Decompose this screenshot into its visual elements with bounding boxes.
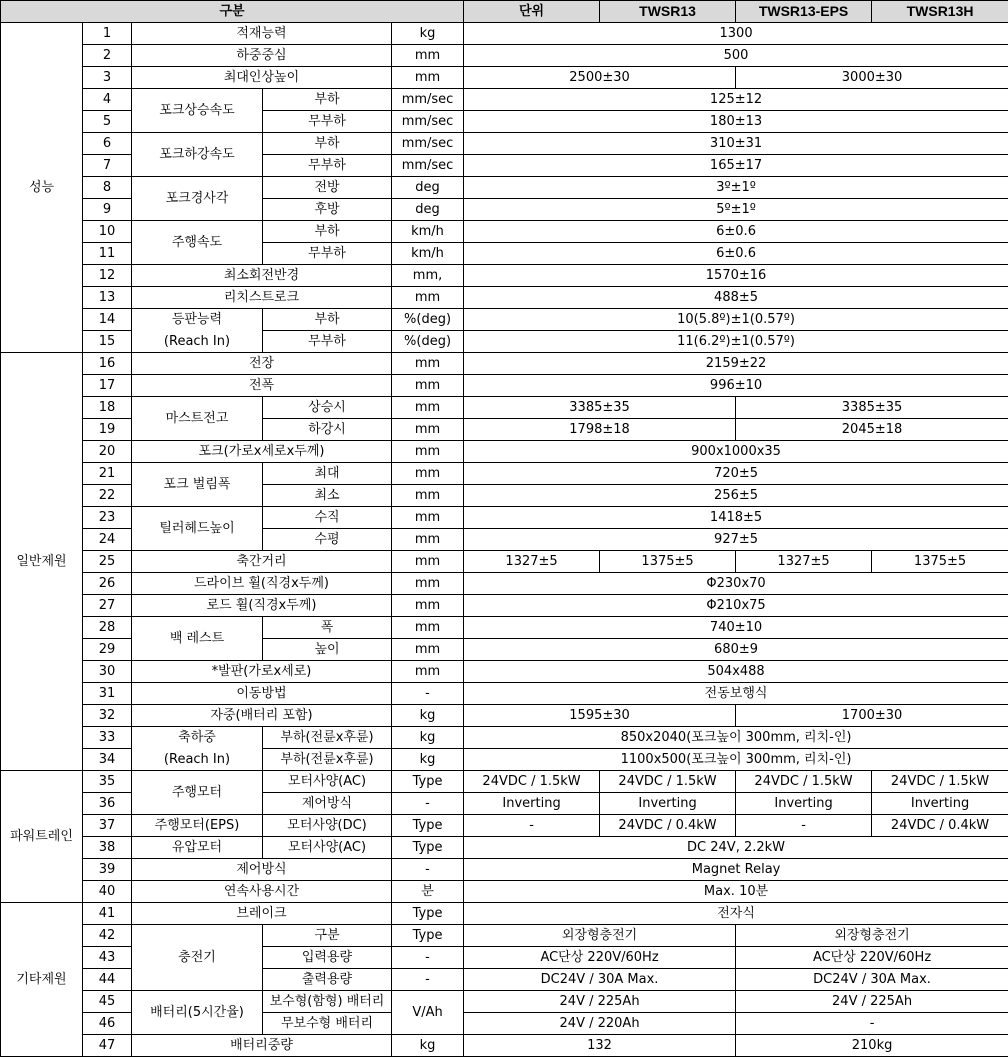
item-label: 로드 휠(직경x두께) <box>132 595 392 617</box>
unit-cell: mm <box>392 485 464 507</box>
value-cell: 2045±18 <box>736 419 1008 441</box>
sub-item-label: 모터사양(DC) <box>263 815 392 837</box>
unit-cell: mm <box>392 45 464 67</box>
sub-item-label: 상승시 <box>263 397 392 419</box>
value-cell: 740±10 <box>464 617 1008 639</box>
sub-item-label: 무부하 <box>263 155 392 177</box>
item-label: 틸러헤드높이 <box>132 507 263 551</box>
value-cell: 256±5 <box>464 485 1008 507</box>
table-row <box>1 837 1008 859</box>
sub-item-label: 무보수형 배터리 <box>263 1013 392 1035</box>
value-cell: DC24V / 30A Max. <box>464 969 736 991</box>
row-number: 17 <box>83 375 132 397</box>
sub-item-label: 하강시 <box>263 419 392 441</box>
table-row <box>1 573 1008 595</box>
table-row <box>1 177 1008 199</box>
unit-cell: km/h <box>392 221 464 243</box>
value-cell: - <box>736 1013 1008 1035</box>
unit-cell: mm <box>392 397 464 419</box>
item-label: 포크(가로x세로x두께) <box>132 441 392 463</box>
sub-item-label: 모터사양(AC) <box>263 837 392 859</box>
group-label: 파워트레인 <box>1 771 83 903</box>
item-label: 포크 벌림폭 <box>132 463 263 507</box>
group-label: 기타제원 <box>1 903 83 1057</box>
item-label: 리치스트로크 <box>132 287 392 309</box>
sub-item-label: 출력용량 <box>263 969 392 991</box>
item-label: 최소회전반경 <box>132 265 392 287</box>
item-label: 적재능력 <box>132 23 392 45</box>
item-label: 브레이크 <box>132 903 392 925</box>
value-cell: Φ210x75 <box>464 595 1008 617</box>
unit-cell: Type <box>392 771 464 793</box>
unit-cell: %(deg) <box>392 309 464 331</box>
row-number: 35 <box>83 771 132 793</box>
value-cell: 1327±5 <box>736 551 872 573</box>
item-label: 포크하강속도 <box>132 133 263 177</box>
unit-cell: mm <box>392 595 464 617</box>
unit-cell: kg <box>392 705 464 727</box>
table-row <box>1 617 1008 639</box>
row-number: 21 <box>83 463 132 485</box>
value-cell: DC24V / 30A Max. <box>736 969 1008 991</box>
sub-item-label: 후방 <box>263 199 392 221</box>
row-number: 33 <box>83 727 132 749</box>
item-label: 최대인상높이 <box>132 67 392 89</box>
row-number: 10 <box>83 221 132 243</box>
item-label: 포크상승속도 <box>132 89 263 133</box>
row-number: 41 <box>83 903 132 925</box>
row-number: 13 <box>83 287 132 309</box>
value-cell: 1375±5 <box>600 551 736 573</box>
row-number: 14 <box>83 309 132 331</box>
item-label: 이동방법 <box>132 683 392 705</box>
header-row <box>1 1 1008 23</box>
row-number: 2 <box>83 45 132 67</box>
row-number: 45 <box>83 991 132 1013</box>
unit-cell: kg <box>392 749 464 771</box>
unit-cell: - <box>392 947 464 969</box>
row-number: 36 <box>83 793 132 815</box>
item-label: 유압모터 <box>132 837 263 859</box>
unit-cell: Type <box>392 925 464 947</box>
unit-cell: mm <box>392 639 464 661</box>
unit-cell: - <box>392 969 464 991</box>
row-number: 16 <box>83 353 132 375</box>
value-cell: 24V / 225Ah <box>464 991 736 1013</box>
table-row <box>1 1035 1008 1057</box>
row-number: 39 <box>83 859 132 881</box>
header-unit: 단위 <box>464 1 600 23</box>
value-cell: 996±10 <box>464 375 1008 397</box>
sub-item-label: 부하(전륜x후륜) <box>263 727 392 749</box>
row-number: 23 <box>83 507 132 529</box>
row-number: 26 <box>83 573 132 595</box>
value-cell: 1798±18 <box>464 419 736 441</box>
value-cell: Φ230x70 <box>464 573 1008 595</box>
row-number: 40 <box>83 881 132 903</box>
unit-cell: mm <box>392 419 464 441</box>
value-cell: 3000±30 <box>736 67 1008 89</box>
unit-cell: kg <box>392 727 464 749</box>
sub-item-label: 최소 <box>263 485 392 507</box>
value-cell: 24VDC / 1.5kW <box>872 771 1008 793</box>
item-label: 백 레스트 <box>132 617 263 661</box>
value-cell: 504x488 <box>464 661 1008 683</box>
unit-cell: Type <box>392 837 464 859</box>
unit-cell: mm, <box>392 265 464 287</box>
item-label: (Reach In) <box>132 331 263 353</box>
sub-item-label: 폭 <box>263 617 392 639</box>
row-number: 3 <box>83 67 132 89</box>
table-row <box>1 683 1008 705</box>
table-row <box>1 507 1008 529</box>
value-cell: 210kg <box>736 1035 1008 1057</box>
table-row <box>1 925 1008 947</box>
item-label: 주행모터 <box>132 771 263 815</box>
sub-item-label: 부하 <box>263 309 392 331</box>
value-cell: 850x2040(포크높이 300mm, 리치-인) <box>464 727 1008 749</box>
header-model: TWSR13H <box>872 1 1008 23</box>
value-cell: 6±0.6 <box>464 243 1008 265</box>
unit-cell: mm <box>392 441 464 463</box>
sub-item-label: 무부하 <box>263 243 392 265</box>
row-number: 12 <box>83 265 132 287</box>
table-row <box>1 595 1008 617</box>
row-number: 5 <box>83 111 132 133</box>
row-number: 4 <box>83 89 132 111</box>
unit-cell: Type <box>392 815 464 837</box>
row-number: 11 <box>83 243 132 265</box>
value-cell: 24VDC / 0.4kW <box>600 815 736 837</box>
row-number: 28 <box>83 617 132 639</box>
unit-cell: - <box>392 859 464 881</box>
row-number: 42 <box>83 925 132 947</box>
table-row <box>1 441 1008 463</box>
sub-item-label: 모터사양(AC) <box>263 771 392 793</box>
group-label: 일반제원 <box>1 353 83 771</box>
row-number: 32 <box>83 705 132 727</box>
row-number: 25 <box>83 551 132 573</box>
value-cell: Inverting <box>736 793 872 815</box>
row-number: 9 <box>83 199 132 221</box>
row-number: 27 <box>83 595 132 617</box>
row-number: 29 <box>83 639 132 661</box>
table-row <box>1 771 1008 793</box>
row-number: 15 <box>83 331 132 353</box>
value-cell: 전자식 <box>464 903 1008 925</box>
value-cell: 680±9 <box>464 639 1008 661</box>
unit-cell: %(deg) <box>392 331 464 353</box>
value-cell: 125±12 <box>464 89 1008 111</box>
row-number: 43 <box>83 947 132 969</box>
value-cell: - <box>464 815 600 837</box>
row-number: 34 <box>83 749 132 771</box>
row-number: 44 <box>83 969 132 991</box>
value-cell: 24V / 220Ah <box>464 1013 736 1035</box>
sub-item-label: 전방 <box>263 177 392 199</box>
item-label: 포크경사각 <box>132 177 263 221</box>
unit-cell: mm/sec <box>392 89 464 111</box>
item-label: 마스트전고 <box>132 397 263 441</box>
row-number: 46 <box>83 1013 132 1035</box>
item-label: *발판(가로x세로) <box>132 661 392 683</box>
value-cell: 24V / 225Ah <box>736 991 1008 1013</box>
row-number: 24 <box>83 529 132 551</box>
value-cell: 1418±5 <box>464 507 1008 529</box>
sub-item-label: 부하(전륜x후륜) <box>263 749 392 771</box>
value-cell: 외장형충전기 <box>464 925 736 947</box>
unit-cell: mm <box>392 463 464 485</box>
value-cell: 전동보행식 <box>464 683 1008 705</box>
value-cell: 24VDC / 0.4kW <box>872 815 1008 837</box>
value-cell: Max. 10분 <box>464 881 1008 903</box>
value-cell: 3385±35 <box>464 397 736 419</box>
item-label: 배터리중량 <box>132 1035 392 1057</box>
sub-item-label: 수평 <box>263 529 392 551</box>
item-label: 드라이브 휠(직경x두께) <box>132 573 392 595</box>
unit-cell: mm <box>392 67 464 89</box>
row-number: 37 <box>83 815 132 837</box>
item-label: 자중(배터리 포함) <box>132 705 392 727</box>
value-cell: 1700±30 <box>736 705 1008 727</box>
unit-cell: mm <box>392 551 464 573</box>
table-row <box>1 463 1008 485</box>
row-number: 47 <box>83 1035 132 1057</box>
item-label: 하중중심 <box>132 45 392 67</box>
table-row <box>1 45 1008 67</box>
value-cell: Magnet Relay <box>464 859 1008 881</box>
unit-cell: kg <box>392 23 464 45</box>
table-row <box>1 705 1008 727</box>
sub-item-label: 수직 <box>263 507 392 529</box>
value-cell: 3º±1º <box>464 177 1008 199</box>
value-cell: 3385±35 <box>736 397 1008 419</box>
sub-item-label: 무부하 <box>263 111 392 133</box>
value-cell: 1300 <box>464 23 1008 45</box>
unit-cell: mm/sec <box>392 111 464 133</box>
unit-cell: deg <box>392 199 464 221</box>
item-label: 연속사용시간 <box>132 881 392 903</box>
value-cell: 1595±30 <box>464 705 736 727</box>
unit-cell: mm/sec <box>392 133 464 155</box>
unit-cell: Type <box>392 903 464 925</box>
table-row <box>1 331 1008 353</box>
group-label: 성능 <box>1 23 83 353</box>
sub-item-label: 최대 <box>263 463 392 485</box>
sub-item-label: 보수형(함형) 배터리 <box>263 991 392 1013</box>
unit-cell: mm <box>392 507 464 529</box>
row-number: 7 <box>83 155 132 177</box>
unit-cell: - <box>392 793 464 815</box>
value-cell: 1327±5 <box>464 551 600 573</box>
row-number: 18 <box>83 397 132 419</box>
sub-item-label: 높이 <box>263 639 392 661</box>
table-row <box>1 859 1008 881</box>
unit-cell: mm/sec <box>392 155 464 177</box>
value-cell: 1100x500(포크높이 300mm, 리치-인) <box>464 749 1008 771</box>
spec-table-body <box>1 1 1008 1057</box>
unit-cell: deg <box>392 177 464 199</box>
value-cell: 2159±22 <box>464 353 1008 375</box>
unit-cell: mm <box>392 287 464 309</box>
value-cell: 720±5 <box>464 463 1008 485</box>
unit-cell: mm <box>392 661 464 683</box>
unit-cell: mm <box>392 617 464 639</box>
value-cell: 165±17 <box>464 155 1008 177</box>
value-cell: AC단상 220V/60Hz <box>736 947 1008 969</box>
item-label: 등판능력 <box>132 309 263 331</box>
value-cell: Inverting <box>600 793 736 815</box>
value-cell: 927±5 <box>464 529 1008 551</box>
sub-item-label: 제어방식 <box>263 793 392 815</box>
item-label: 주행속도 <box>132 221 263 265</box>
unit-cell: mm <box>392 529 464 551</box>
row-number: 8 <box>83 177 132 199</box>
value-cell: 1570±16 <box>464 265 1008 287</box>
table-row <box>1 551 1008 573</box>
value-cell: 11(6.2º)±1(0.57º) <box>464 331 1008 353</box>
row-number: 22 <box>83 485 132 507</box>
value-cell: AC단상 220V/60Hz <box>464 947 736 969</box>
table-row <box>1 727 1008 749</box>
header-model: TWSR13 <box>600 1 736 23</box>
row-number: 6 <box>83 133 132 155</box>
value-cell: 24VDC / 1.5kW <box>464 771 600 793</box>
item-label: 축간거리 <box>132 551 392 573</box>
table-row <box>1 221 1008 243</box>
row-number: 1 <box>83 23 132 45</box>
value-cell: 2500±30 <box>464 67 736 89</box>
row-number: 38 <box>83 837 132 859</box>
table-row <box>1 133 1008 155</box>
header-model: TWSR13-EPS <box>736 1 872 23</box>
item-label: 전장 <box>132 353 392 375</box>
value-cell: 488±5 <box>464 287 1008 309</box>
unit-cell: 분 <box>392 881 464 903</box>
header-category: 구분 <box>1 1 464 23</box>
table-row <box>1 375 1008 397</box>
item-label: (Reach In) <box>132 749 263 771</box>
row-number: 30 <box>83 661 132 683</box>
sub-item-label: 무부하 <box>263 331 392 353</box>
value-cell: 310±31 <box>464 133 1008 155</box>
value-cell: Inverting <box>872 793 1008 815</box>
table-row <box>1 991 1008 1013</box>
sub-item-label: 부하 <box>263 133 392 155</box>
value-cell: - <box>736 815 872 837</box>
sub-item-label: 구분 <box>263 925 392 947</box>
value-cell: 5º±1º <box>464 199 1008 221</box>
value-cell: 900x1000x35 <box>464 441 1008 463</box>
value-cell: 24VDC / 1.5kW <box>736 771 872 793</box>
table-row <box>1 815 1008 837</box>
value-cell: 6±0.6 <box>464 221 1008 243</box>
item-label: 제어방식 <box>132 859 392 881</box>
value-cell: 10(5.8º)±1(0.57º) <box>464 309 1008 331</box>
row-number: 19 <box>83 419 132 441</box>
table-row <box>1 89 1008 111</box>
table-row <box>1 353 1008 375</box>
sub-item-label: 입력용량 <box>263 947 392 969</box>
sub-item-label: 부하 <box>263 89 392 111</box>
table-row <box>1 23 1008 45</box>
table-row <box>1 309 1008 331</box>
unit-cell: km/h <box>392 243 464 265</box>
item-label: 주행모터(EPS) <box>132 815 263 837</box>
value-cell: 180±13 <box>464 111 1008 133</box>
value-cell: 500 <box>464 45 1008 67</box>
table-row <box>1 749 1008 771</box>
value-cell: Inverting <box>464 793 600 815</box>
table-row <box>1 265 1008 287</box>
value-cell: 1375±5 <box>872 551 1008 573</box>
unit-cell: mm <box>392 353 464 375</box>
item-label: 배터리(5시간율) <box>132 991 263 1035</box>
item-label: 충전기 <box>132 925 263 991</box>
sub-item-label: 부하 <box>263 221 392 243</box>
item-label: 축하중 <box>132 727 263 749</box>
value-cell: DC 24V, 2.2kW <box>464 837 1008 859</box>
table-row <box>1 903 1008 925</box>
row-number: 20 <box>83 441 132 463</box>
item-label: 전폭 <box>132 375 392 397</box>
unit-cell: mm <box>392 573 464 595</box>
table-row <box>1 881 1008 903</box>
value-cell: 24VDC / 1.5kW <box>600 771 736 793</box>
unit-cell: kg <box>392 1035 464 1057</box>
row-number: 31 <box>83 683 132 705</box>
unit-cell: V/Ah <box>392 991 464 1035</box>
unit-cell: - <box>392 683 464 705</box>
table-row <box>1 67 1008 89</box>
unit-cell: mm <box>392 375 464 397</box>
value-cell: 132 <box>464 1035 736 1057</box>
table-row <box>1 661 1008 683</box>
table-row <box>1 397 1008 419</box>
value-cell: 외장형충전기 <box>736 925 1008 947</box>
table-row <box>1 287 1008 309</box>
